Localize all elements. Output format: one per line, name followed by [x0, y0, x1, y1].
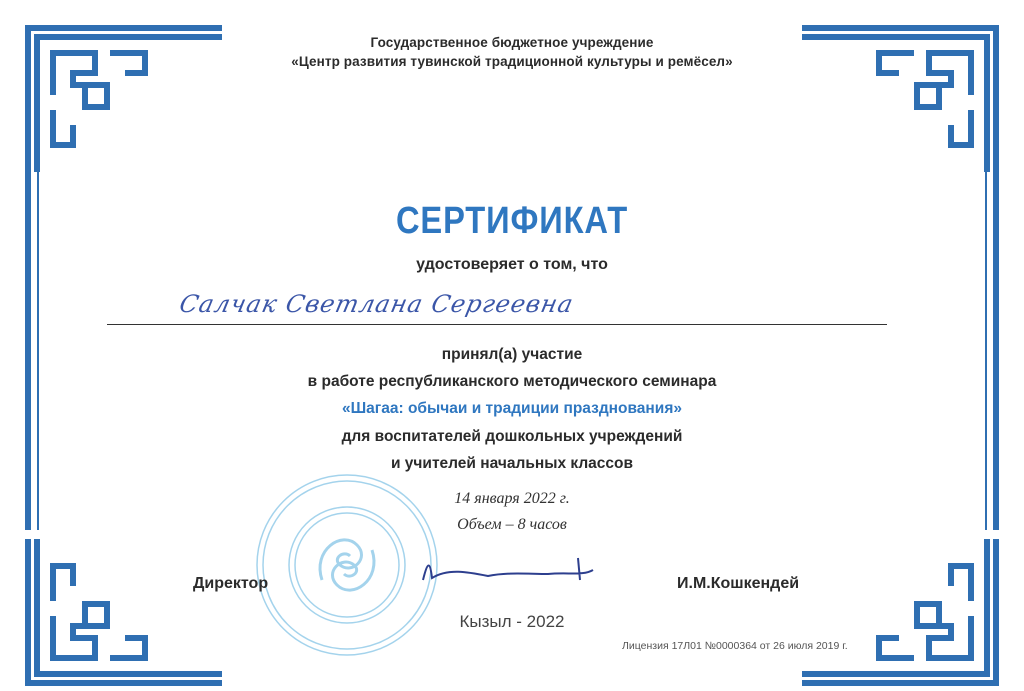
- director-label: Директор: [193, 575, 269, 592]
- seminar-title: «Шагаа: обычаи и традиции празднования»: [341, 400, 682, 417]
- certificate-title: СЕРТИФИКАТ: [395, 200, 629, 242]
- ornament-bottom-right: [799, 536, 999, 686]
- city-year: Кызыл - 2022: [459, 612, 565, 631]
- body-line-4: для воспитателей дошкольных учреждений: [341, 428, 683, 445]
- organization-line-2: «Центр развития тувинской традиционной культуры и ремёсел»: [291, 54, 733, 69]
- name-underline: [107, 324, 887, 325]
- body-line-2: в работе республиканского методического семинара: [307, 373, 717, 390]
- event-date: 14 января 2022 г.: [454, 490, 570, 507]
- event-volume: Объем – 8 часов: [457, 516, 567, 533]
- director-signature: [418, 550, 598, 595]
- certificate-subtitle: удостоверяет о том, что: [416, 256, 608, 273]
- body-line-1: принял(а) участие: [441, 346, 583, 363]
- recipient-name: Салчак Светлана Сергеевна: [177, 290, 577, 318]
- director-name: И.М.Кошкендей: [677, 575, 800, 592]
- license-text: Лицензия 17Л01 №0000364 от 26 июля 2019 г.: [622, 640, 848, 652]
- body-line-5: и учителей начальных классов: [390, 455, 634, 472]
- organization-line-1: Государственное бюджетное учреждение: [370, 35, 654, 50]
- ornament-bottom-left: [25, 536, 225, 686]
